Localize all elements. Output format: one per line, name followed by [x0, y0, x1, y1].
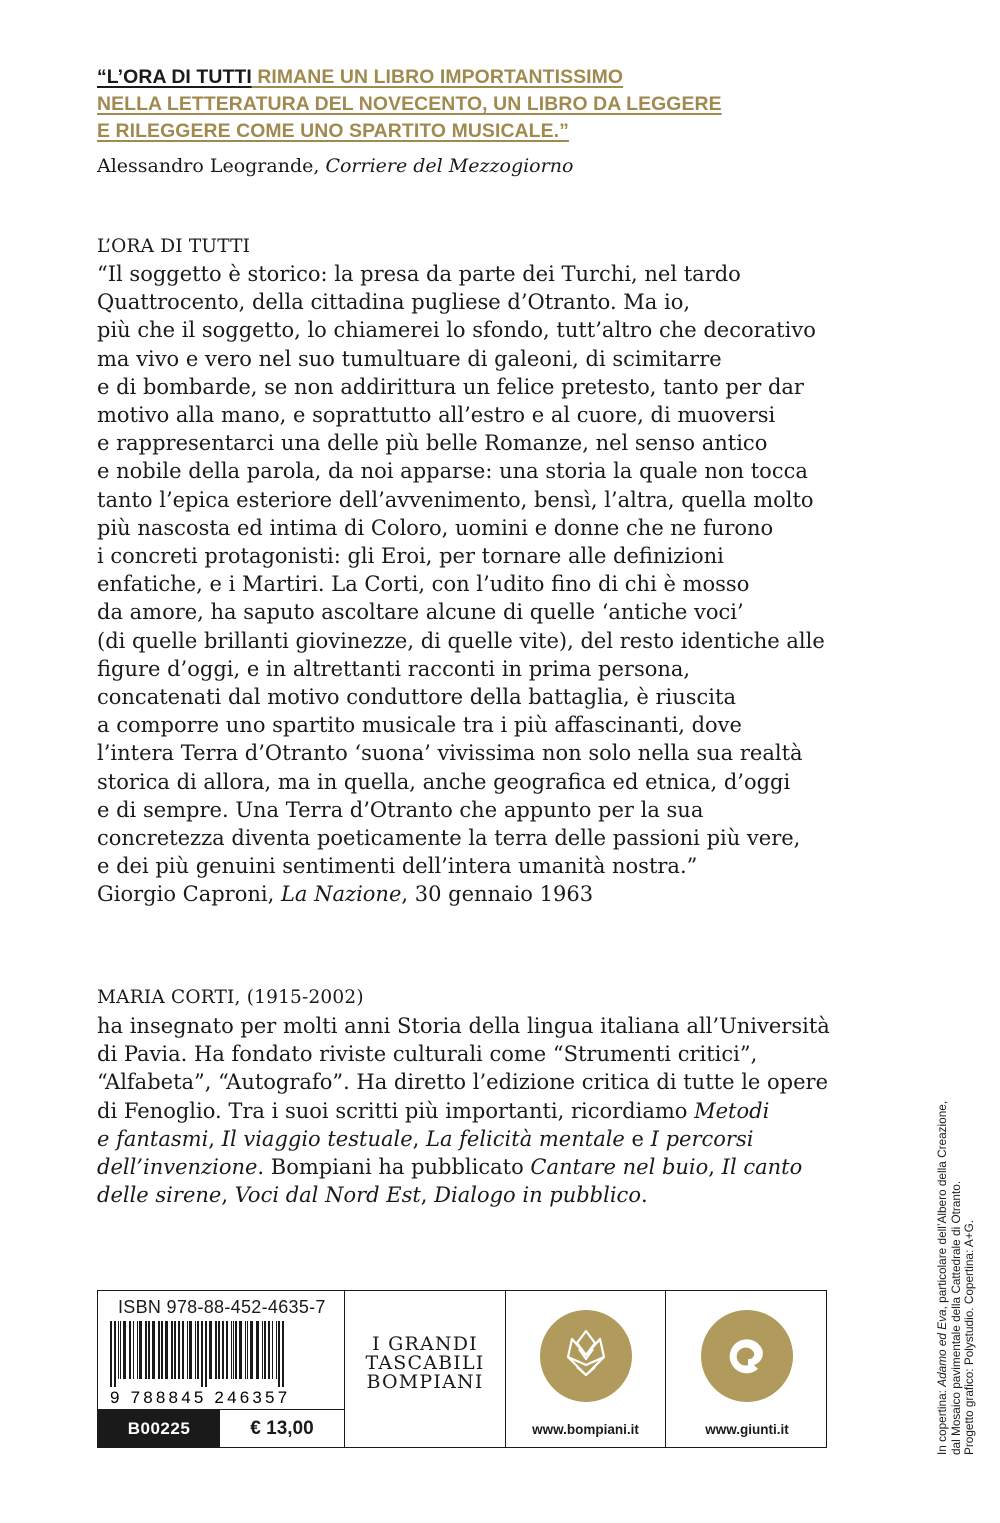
barcode-bar: [268, 1321, 270, 1379]
barcode-bar: [226, 1321, 228, 1379]
review-heading: L’ORA DI TUTTI: [97, 236, 251, 257]
review-line: da amore, ha saputo ascoltare alcune di quelle ‘antiche voci’: [97, 600, 744, 625]
review-line: ma vivo e vero nel suo tumultuare di galeoni, di scimitarre: [97, 346, 722, 371]
bio-line: e fantasmi, Il viaggio testuale, La felicità mentale e I percorsi: [97, 1126, 754, 1151]
giunti-url[interactable]: www.giunti.it: [705, 1422, 789, 1437]
barcode-bar: [120, 1321, 121, 1379]
series-line: I GRANDI: [372, 1333, 478, 1355]
review-line: l’intera Terra d’Otranto ‘suona’ vivissima non solo nella sua realtà: [97, 741, 803, 766]
bio-line: ha insegnato per molti anni Storia della lingua italiana all’Università: [97, 1014, 830, 1038]
barcode-bar: [282, 1321, 284, 1387]
barcode-bar: [218, 1321, 220, 1379]
quote-source: [97, 153, 573, 179]
review-line: e di sempre. Una Terra d’Otranto che appunto per la sua: [97, 797, 704, 822]
quote-source-publication: Corriere del Mezzogiorno: [325, 155, 574, 177]
review-line: figure d’oggi, e in altrettanti racconti in prima persona,: [97, 656, 691, 681]
barcode-bar: [222, 1321, 224, 1379]
review-line: (di quelle brillanti giovinezze, di quelle vite), del resto identiche alle: [97, 628, 825, 653]
isbn-cell: [98, 1291, 345, 1447]
review-line: tanto l’epica esteriore dell’avvenimento, bensì, l’altra, quella molto: [97, 487, 814, 512]
barcode-bar: [123, 1321, 126, 1379]
quote-title: “L’ORA DI TUTTI: [97, 66, 252, 88]
barcode-bar: [264, 1321, 266, 1379]
barcode-bar: [158, 1321, 160, 1379]
barcode-bar: [161, 1321, 163, 1379]
pull-quote: [97, 64, 777, 145]
review-line: concretezza diventa poeticamente la terra delle passioni più vere,: [97, 826, 801, 851]
barcode-bar: [278, 1321, 280, 1387]
barcode-bar: [201, 1321, 203, 1387]
review-line: Quattrocento, della cittadina pugliese d’Otranto. Ma io,: [97, 290, 691, 315]
credit-line: In copertina: Adamo ed Eva, particolare dell’Albero della Creazione,: [935, 1100, 949, 1455]
barcode-bar: [118, 1321, 119, 1379]
review-line: “Il soggetto è storico: la presa da parte dei Turchi, nel tardo: [97, 262, 741, 286]
barcode-bar: [272, 1321, 273, 1379]
review-line: e nobile della parola, da noi apparse: una storia la quale non tocca: [97, 459, 808, 484]
barcode-bar: [139, 1321, 142, 1379]
bio-line: “Alfabeta”, “Autografo”. Ha diretto l’edizione critica di tutte le opere: [97, 1070, 828, 1095]
barcode-bar: [262, 1321, 263, 1379]
quote-text: RIMANE UN LIBRO IMPORTANTISSIMO: [251, 66, 624, 88]
barcode-bar: [133, 1321, 134, 1379]
barcode-bar: [174, 1321, 176, 1379]
barcode-bar: [205, 1321, 207, 1387]
review-line: a comporre uno spartito musicale tra i più affascinanti, dove: [97, 713, 742, 738]
quote-line: [97, 91, 777, 118]
barcode-bar: [187, 1321, 188, 1379]
back-cover-info-box: [97, 1290, 827, 1448]
barcode-bar: [145, 1321, 147, 1379]
barcode-bar: [231, 1321, 232, 1379]
credit-line: Progetto grafico: Polystudio. Copertina: A+G.: [962, 1219, 976, 1455]
giunti-cell: [666, 1291, 828, 1447]
product-code: B00225: [98, 1410, 220, 1447]
series-line: TASCABILI: [365, 1352, 485, 1374]
barcode-bar: [209, 1321, 212, 1379]
barcode-bar: [250, 1321, 253, 1379]
quote-source-author: Alessandro Leogrande,: [97, 155, 320, 177]
barcode-bar: [233, 1321, 234, 1379]
barcode-bar: [182, 1321, 184, 1379]
bio-line: di Fenoglio. Tra i suoi scritti più importanti, ricordiamo Metodi: [97, 1098, 770, 1123]
review-signature: Giorgio Caproni, La Nazione, 30 gennaio 1963: [97, 882, 594, 907]
review-line: e rappresentarci una delle più belle Romanze, nel senso antico: [97, 431, 768, 456]
review-line: storica di allora, ma in quella, anche geografica ed etnica, d’oggi: [97, 769, 791, 794]
barcode-bar: [137, 1321, 138, 1379]
series-line: BOMPIANI: [366, 1371, 484, 1393]
barcode-bar: [195, 1321, 196, 1379]
quote-text: NELLA LETTERATURA DEL NOVECENTO, UN LIBRO DA LEGGERE: [97, 93, 722, 115]
barcode-bar: [171, 1321, 173, 1379]
bompiani-logo-icon: [539, 1309, 633, 1403]
barcode-digits: 9 788845 246357: [110, 1388, 291, 1407]
quote-line: [97, 64, 777, 91]
review-line: i concreti protagonisti: gli Eroi, per tornare alle definizioni: [97, 544, 724, 569]
bompiani-url[interactable]: www.bompiani.it: [532, 1422, 639, 1437]
barcode-bar: [247, 1321, 248, 1379]
barcode-bar: [256, 1321, 259, 1379]
quote-text: E RILEGGERE COME UNO SPARTITO MUSICALE.”: [97, 120, 569, 142]
review-text: [97, 260, 857, 909]
author-bio: [97, 1012, 857, 1209]
barcode-bar: [197, 1321, 199, 1379]
series-title: [345, 1335, 505, 1392]
review-line: più che il soggetto, lo chiamerei lo sfondo, tutt’altro che decorativo: [97, 318, 816, 343]
review-line: e dei più genuini sentimenti dell’intera umanità nostra.”: [97, 854, 698, 879]
review-line: concatenati dal motivo conduttore della battaglia, è riuscita: [97, 685, 736, 710]
barcode-bar: [110, 1321, 112, 1387]
barcode-bar: [189, 1321, 192, 1379]
code-price-row: [98, 1409, 344, 1447]
barcode: [106, 1321, 338, 1407]
credit-line: dal Mosaico pavimentale della Cattedrale di Otranto.: [948, 1180, 963, 1455]
quote-line: [97, 118, 777, 145]
bio-line: di Pavia. Ha fondato riviste culturali come “Strumenti critici”,: [97, 1042, 758, 1067]
review-line: enfatiche, e i Martiri. La Corti, con l’udito fino di chi è mosso: [97, 572, 750, 597]
bio-line: delle sirene, Voci dal Nord Est, Dialogo in pubblico.: [97, 1183, 648, 1208]
review-line: e di bombarde, se non addirittura un felice pretesto, tanto per dar: [97, 374, 804, 399]
barcode-bar: [239, 1321, 242, 1379]
barcode-bar: [148, 1321, 150, 1379]
bompiani-cell: [506, 1291, 666, 1447]
cover-credit: [935, 1100, 977, 1455]
review-line: motivo alla mano, e soprattutto all’estro e al cuore, di muoversi: [97, 403, 776, 428]
barcode-bar: [215, 1321, 217, 1379]
barcode-bar: [165, 1321, 168, 1379]
giunti-logo-icon: [700, 1309, 794, 1403]
barcode-bar: [129, 1321, 131, 1379]
isbn-label: ISBN 978-88-452-4635-7: [118, 1297, 326, 1317]
barcode-bar: [245, 1321, 246, 1379]
barcode-bar: [178, 1321, 180, 1379]
bio-line: dell’invenzione. Bompiani ha pubblicato Cantare nel buio, Il canto: [97, 1155, 803, 1180]
series-cell: [345, 1291, 506, 1447]
barcode-bar: [114, 1321, 116, 1387]
review-line: più nascosta ed intima di Coloro, uomini e donne che ne furono: [97, 515, 774, 540]
barcode-bar: [276, 1321, 277, 1379]
barcode-bar: [152, 1321, 155, 1379]
barcode-bar: [235, 1321, 237, 1379]
price: € 13,00: [250, 1417, 314, 1439]
author-heading: MARIA CORTI, (1915-2002): [97, 987, 364, 1008]
